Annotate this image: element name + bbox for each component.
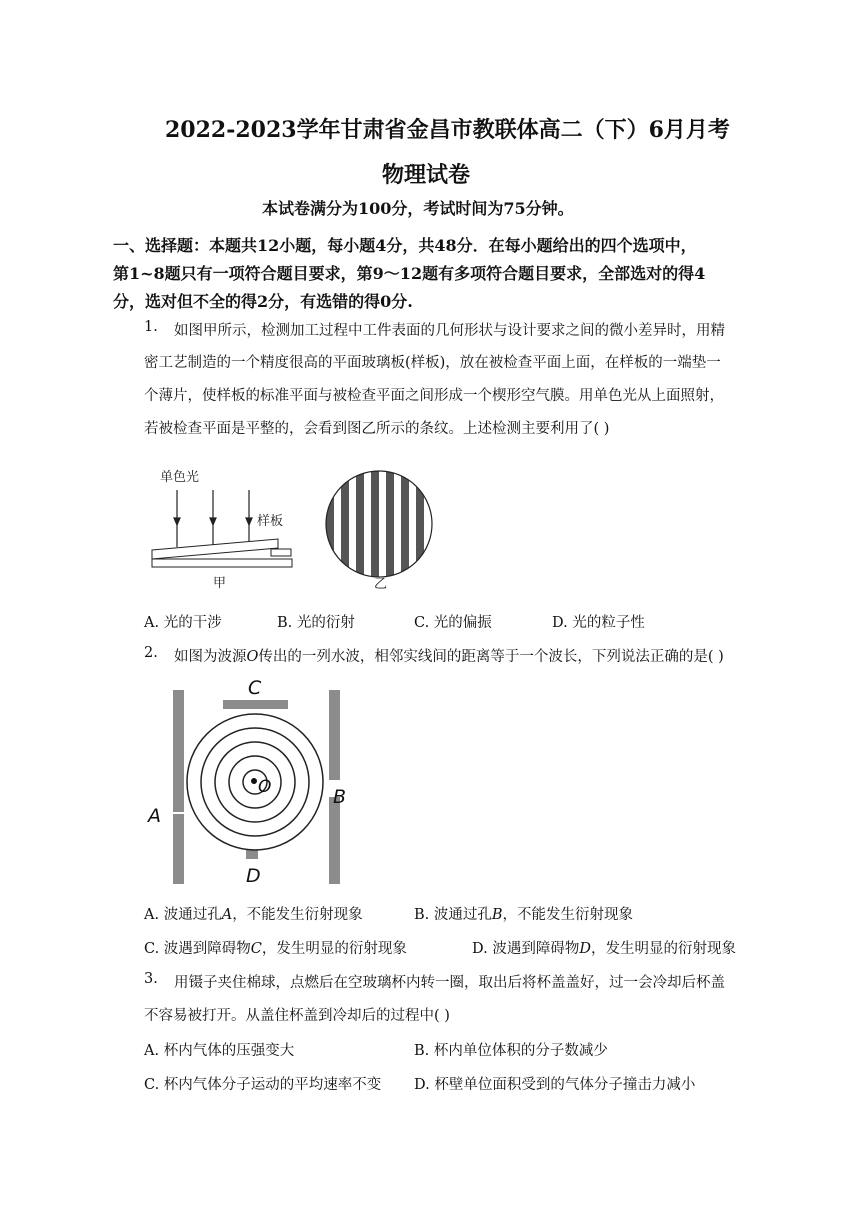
- q3-option-d[interactable]: D. 杯壁单位面积受到的气体分子撞击力减小: [414, 1077, 696, 1093]
- page-title-line1: 2022-2023学年甘肃省金昌市教联体高二（下）6月月考: [165, 117, 730, 143]
- light-label: 单色光: [160, 470, 200, 485]
- q1-number: 1.: [144, 319, 158, 335]
- obstacle-d: [246, 850, 258, 859]
- q3-number: 3.: [144, 971, 158, 987]
- q1-stem-line3: 个薄片，使样板的标准平面与被检查平面之间形成一个楔形空气膜。用单色光从上面照射，: [144, 388, 724, 404]
- arrowhead-icon: [246, 518, 252, 525]
- q2-wave-figure: [140, 672, 365, 890]
- wall-left-lower: [173, 814, 184, 884]
- wall-right-lower: [329, 797, 340, 884]
- section-instruction-line2: 第1~8题只有一项符合题目要求，第9～12题有多项符合题目要求，全部选对的得4: [113, 264, 706, 283]
- q3-option-b[interactable]: B. 杯内单位体积的分子数减少: [414, 1043, 608, 1059]
- q2-stem: 如图为波源O传出的一列水波，相邻实线间的距离等于一个波长，下列说法正确的是( ): [174, 649, 724, 665]
- fig-label-jia: 甲: [213, 576, 227, 591]
- section-instruction-line3: 分，选对但不全的得2分，有选错的得0分.: [113, 292, 413, 311]
- q1-option-b[interactable]: B. 光的衍射: [277, 615, 355, 631]
- wall-left-upper: [173, 690, 184, 812]
- q2-number: 2.: [144, 645, 158, 661]
- fringe: [371, 466, 379, 586]
- q3-stem-line2: 不容易被打开。从盖住杯盖到冷却后的过程中( ): [144, 1008, 450, 1024]
- q3-option-c[interactable]: C. 杯内气体分子运动的平均速率不变: [144, 1077, 382, 1093]
- wall-right-upper: [329, 690, 340, 780]
- q1-figure-yi: [322, 466, 442, 592]
- wave-source-dot: [251, 778, 257, 784]
- q1-stem-line1: 如图甲所示，检测加工过程中工件表面的几何形状与设计要求之间的微小差异时，用精: [174, 323, 725, 339]
- label-c: C: [248, 677, 262, 699]
- section-instruction-line1: 一、选择题：本题共12小题，每小题4分，共48分．在每小题给出的四个选项中，: [113, 236, 697, 255]
- arrowhead-icon: [210, 518, 216, 525]
- label-a: A: [148, 805, 161, 827]
- label-d: D: [246, 865, 261, 887]
- q2-option-b[interactable]: B. 波通过孔B，不能发生衍射现象: [414, 907, 634, 923]
- plate-label: 样板: [257, 514, 284, 529]
- fringe: [326, 466, 334, 586]
- fig-label-yi: 乙: [374, 577, 388, 592]
- label-b: B: [333, 786, 347, 808]
- arrowhead-icon: [174, 518, 180, 525]
- test-surface: [152, 559, 292, 567]
- q2-option-d[interactable]: D. 波遇到障碍物D，发生明显的衍射现象: [472, 941, 736, 957]
- q2-option-c[interactable]: C. 波遇到障碍物C，发生明显的衍射现象: [144, 941, 407, 957]
- q1-option-c[interactable]: C. 光的偏振: [414, 615, 492, 631]
- q1-stem-line4: 若被检查平面是平整的，会看到图乙所示的条纹。上述检测主要利用了( ): [144, 421, 610, 437]
- q3-stem-line1: 用镊子夹住棉球，点燃后在空玻璃杯内转一圈，取出后将杯盖盖好，过一会冷却后杯盖: [174, 975, 725, 991]
- exam-info: 本试卷满分为100分，考试时间为75分钟。: [262, 199, 574, 218]
- q1-figure-jia: [140, 462, 305, 592]
- q3-option-a[interactable]: A. 杯内气体的压强变大: [144, 1043, 295, 1059]
- q1-stem-line2: 密工艺制造的一个精度很高的平面玻璃板(样板)，放在被检查平面上面，在样板的一端垫一: [144, 355, 721, 371]
- light-arrows: [174, 490, 252, 547]
- fringe: [386, 466, 394, 586]
- q2-option-a[interactable]: A. 波通过孔A，不能发生衍射现象: [144, 907, 363, 923]
- label-o: O: [258, 777, 272, 797]
- q1-option-a[interactable]: A. 光的干涉: [144, 615, 222, 631]
- sample-plate: [152, 539, 278, 559]
- thin-shim: [271, 549, 291, 556]
- fringe: [356, 466, 364, 586]
- page-title-line2: 物理试卷: [382, 162, 471, 188]
- fringe: [416, 466, 424, 586]
- obstacle-c: [223, 700, 288, 709]
- q1-option-d[interactable]: D. 光的粒子性: [552, 615, 645, 631]
